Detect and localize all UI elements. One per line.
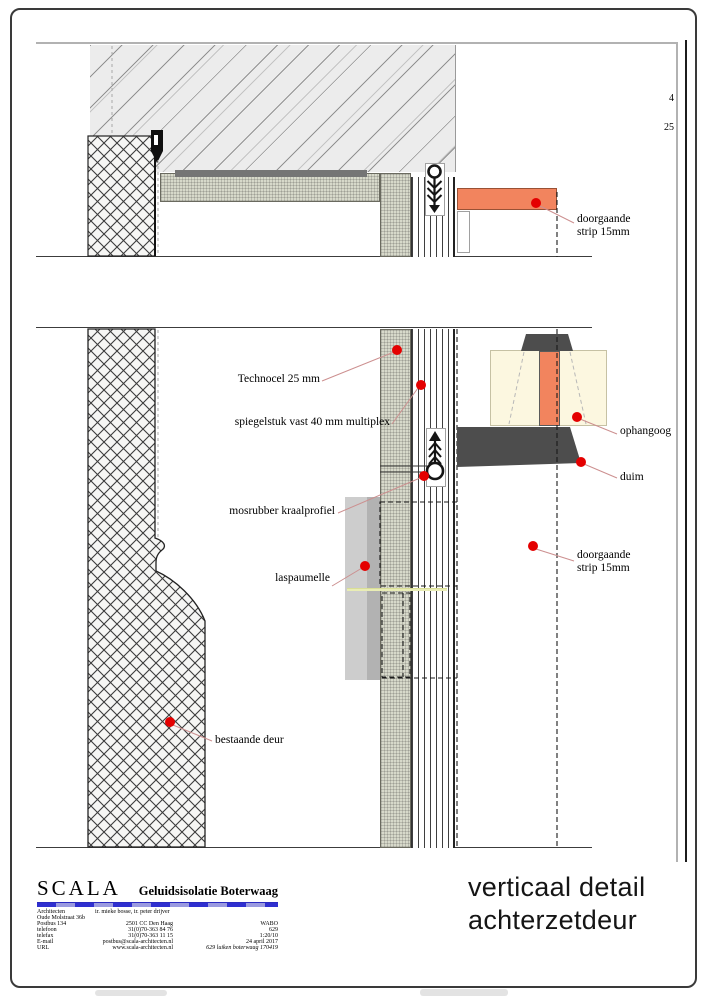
technocel-column-top bbox=[380, 173, 411, 257]
scan-smudge-left bbox=[95, 990, 167, 996]
anchor-recess-top bbox=[425, 163, 445, 216]
seal-line bbox=[347, 588, 447, 591]
titleblock-row bbox=[37, 945, 278, 951]
tb-value: 31(0)70-363 84 76 bbox=[128, 927, 173, 933]
tb-label: telefoon bbox=[37, 927, 57, 933]
separator-line-bottom bbox=[36, 847, 592, 848]
label-doorgaande-strip-top: doorgaande strip 15mm bbox=[577, 213, 631, 238]
anchor-recess-bottom bbox=[426, 428, 446, 487]
tb-value: 31(0)70-363 11 15 bbox=[128, 933, 173, 939]
tb-value: postbus@scala-architecten.nl bbox=[102, 939, 173, 945]
separator-line-top bbox=[36, 256, 592, 257]
tb-label: Architecten bbox=[37, 909, 65, 915]
tb-label: E-mail bbox=[37, 939, 54, 945]
label-technocel: Technocel 25 mm bbox=[237, 373, 320, 385]
label-spiegelstuk: spiegelstuk vast 40 mm multiplex bbox=[234, 416, 390, 428]
label-mosrubber: mosrubber kraalprofiel bbox=[229, 505, 335, 517]
label-ophangoog: ophangoog bbox=[620, 425, 672, 437]
drawing-title-line1: verticaal detail bbox=[468, 872, 646, 902]
tb-label: Oude Molstraat 36b bbox=[37, 915, 85, 921]
titleblock-blue-bar bbox=[37, 902, 278, 907]
doorgaande-strip-top bbox=[457, 188, 557, 210]
top-rule-line bbox=[36, 42, 677, 44]
drawing-title bbox=[468, 871, 645, 937]
tb-label: telefax bbox=[37, 933, 54, 939]
tb-right: 629 luiken boterwaag 170419 bbox=[206, 945, 278, 951]
tb-label: URL bbox=[37, 945, 49, 951]
scan-smudge-right bbox=[420, 989, 508, 996]
separator-line-mid bbox=[36, 327, 592, 328]
label-laspaumelle: laspaumelle bbox=[275, 572, 330, 584]
tb-right: 1:20/10 bbox=[259, 933, 278, 939]
dimension-value-bottom: 25 bbox=[664, 122, 674, 133]
small-profile-box bbox=[457, 211, 470, 253]
firm-logo-text: SCALA bbox=[37, 876, 121, 900]
titleblock-info bbox=[37, 909, 278, 955]
steel-strip-top bbox=[175, 170, 367, 177]
tb-label: Postbus 134 bbox=[37, 921, 67, 927]
tb-right: 24 april 2017 bbox=[246, 939, 278, 945]
tb-value: ir. mieke bosse, ir. peter drijver bbox=[95, 909, 170, 915]
project-title: Geluidsisolatie Boterwaag bbox=[138, 884, 278, 898]
label-doorgaande-strip-bottom: doorgaande strip 15mm bbox=[577, 549, 631, 574]
drawing-title-line2: achterzetdeur bbox=[468, 905, 637, 935]
right-rule-black bbox=[685, 40, 687, 862]
concrete-slab-hatch bbox=[90, 45, 456, 172]
dimension-value-top: 4 bbox=[669, 93, 674, 104]
right-rule-gray bbox=[676, 42, 678, 862]
technocel-band-top bbox=[160, 173, 380, 202]
ophangoog-strip-bar bbox=[539, 351, 560, 426]
tb-right: 629 bbox=[269, 927, 278, 933]
label-duim: duim bbox=[620, 471, 644, 483]
label-bestaande-deur: bestaande deur bbox=[215, 734, 284, 746]
tb-value: www.scala-architecten.nl bbox=[112, 945, 173, 951]
tb-right: WABO bbox=[260, 921, 278, 927]
tb-value: 2501 CC Den Haag bbox=[125, 921, 173, 927]
